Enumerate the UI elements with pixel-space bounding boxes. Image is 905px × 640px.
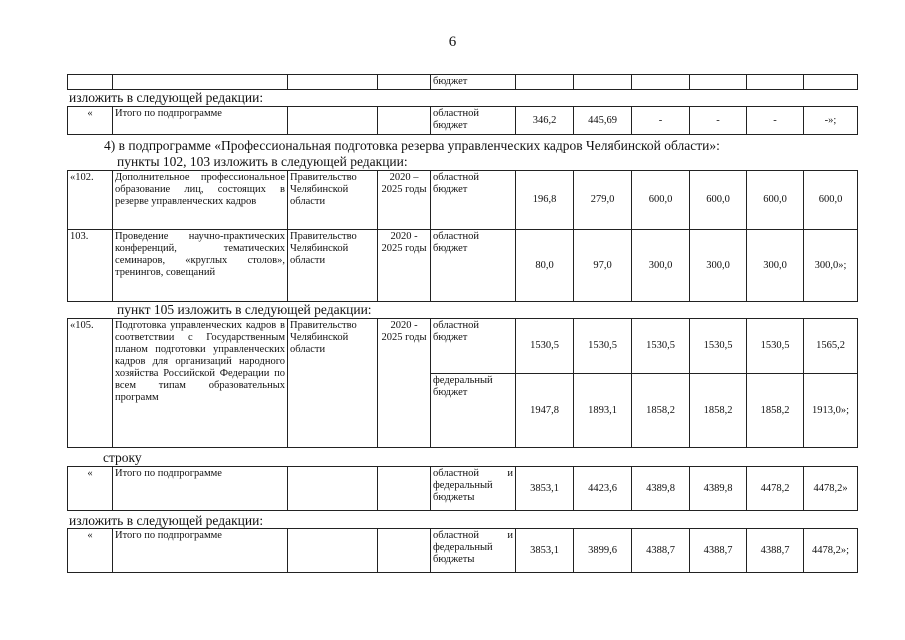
value-cell: 1858,2 xyxy=(690,374,747,448)
value-cell: 4388,7 xyxy=(747,529,804,573)
value-cell: 1530,5 xyxy=(516,319,574,374)
table-subtotal-new xyxy=(67,528,858,573)
cell xyxy=(690,75,747,90)
cell xyxy=(574,75,632,90)
row-title: Итого по подпрограмме xyxy=(113,107,288,135)
value-cell: -»; xyxy=(804,107,858,135)
row-marker: « xyxy=(68,467,113,511)
value-cell: 97,0 xyxy=(574,230,632,302)
value-cell: 3853,1 xyxy=(516,467,574,511)
text-line: пункты 102, 103 изложить в следующей редакции: xyxy=(117,154,408,169)
value-cell: 1858,2 xyxy=(632,374,690,448)
cell xyxy=(747,75,804,90)
table-row xyxy=(68,319,858,374)
value-cell: 4478,2» xyxy=(804,467,858,511)
table-row xyxy=(68,107,858,135)
cell xyxy=(113,75,288,90)
table-items-102-103 xyxy=(67,170,858,302)
value-cell: 1530,5 xyxy=(574,319,632,374)
value-cell: - xyxy=(747,107,804,135)
value-cell: 600,0 xyxy=(804,171,858,230)
value-cell: 300,0 xyxy=(690,230,747,302)
value-cell: 1530,5 xyxy=(690,319,747,374)
value-cell: 600,0 xyxy=(747,171,804,230)
table-row xyxy=(68,529,858,573)
value-cell: 600,0 xyxy=(690,171,747,230)
cell xyxy=(378,467,431,511)
value-cell: 4389,8 xyxy=(632,467,690,511)
value-cell: 346,2 xyxy=(516,107,574,135)
value-cell: 80,0 xyxy=(516,230,574,302)
value-cell: 3853,1 xyxy=(516,529,574,573)
table-subtotal-old xyxy=(67,106,858,135)
table-row xyxy=(68,75,858,90)
value-cell: 4478,2»; xyxy=(804,529,858,573)
period: 2020 – 2025 годы xyxy=(378,171,431,230)
budget-cell: бюджет xyxy=(431,75,516,90)
value-cell: 279,0 xyxy=(574,171,632,230)
value-cell: - xyxy=(690,107,747,135)
table-item-105 xyxy=(67,318,858,448)
value-cell: 3899,6 xyxy=(574,529,632,573)
executor: Правительство Челябинской области xyxy=(288,319,378,448)
value-cell: 4423,6 xyxy=(574,467,632,511)
value-cell: 300,0 xyxy=(747,230,804,302)
row-title: Итого по подпрограмме xyxy=(113,467,288,511)
value-cell: 196,8 xyxy=(516,171,574,230)
value-cell: 300,0»; xyxy=(804,230,858,302)
value-cell: 600,0 xyxy=(632,171,690,230)
value-cell: 300,0 xyxy=(632,230,690,302)
cell xyxy=(288,75,378,90)
value-cell: 1913,0»; xyxy=(804,374,858,448)
item-number: 103. xyxy=(68,230,113,302)
budget-cell: областной бюджет xyxy=(431,319,516,374)
cell xyxy=(632,75,690,90)
value-cell: 1565,2 xyxy=(804,319,858,374)
table-row xyxy=(68,230,858,302)
cell xyxy=(378,75,431,90)
budget-cell: областной бюджет xyxy=(431,230,516,302)
value-cell: - xyxy=(632,107,690,135)
row-marker: « xyxy=(68,529,113,573)
value-cell: 1893,1 xyxy=(574,374,632,448)
table-fragment-top xyxy=(67,74,858,90)
cell xyxy=(516,75,574,90)
item-name: Подготовка управленческих кадров в соответствии с Государственным планом подготовки управленческих кадров для организаций народного хозяйства Российской Федерации по всем типам образовательных программ xyxy=(113,319,288,448)
item-name: Проведение научно-практических конференций, тематических семинаров, «круглых столов», тренингов, совещаний xyxy=(113,230,288,302)
cell xyxy=(68,75,113,90)
budget-cell: областной и федеральный бюджеты xyxy=(431,529,516,573)
row-title: Итого по подпрограмме xyxy=(113,529,288,573)
cell xyxy=(378,529,431,573)
item-number: «105. xyxy=(68,319,113,448)
period: 2020 - 2025 годы xyxy=(378,230,431,302)
item-name: Дополнительное профессиональное образование лиц, состоящих в резерве управленческих кадров xyxy=(113,171,288,230)
text-line: изложить в следующей редакции: xyxy=(69,90,264,105)
value-cell: 4389,8 xyxy=(690,467,747,511)
value-cell: 1947,8 xyxy=(516,374,574,448)
item-number: «102. xyxy=(68,171,113,230)
value-cell: 1530,5 xyxy=(747,319,804,374)
cell xyxy=(378,107,431,135)
text-line: 4) в подпрограмме «Профессиональная подготовка резерва управленческих кадров Челябинской области»: xyxy=(104,138,720,153)
cell xyxy=(288,107,378,135)
table-row xyxy=(68,171,858,230)
text-line: изложить в следующей редакции: xyxy=(69,513,264,528)
value-cell: 1858,2 xyxy=(747,374,804,448)
budget-cell: областной бюджет xyxy=(431,107,516,135)
value-cell: 445,69 xyxy=(574,107,632,135)
cell xyxy=(288,529,378,573)
value-cell: 4388,7 xyxy=(632,529,690,573)
period: 2020 - 2025 годы xyxy=(378,319,431,448)
text-line: пункт 105 изложить в следующей редакции: xyxy=(117,302,372,317)
budget-cell: областной и федеральный бюджеты xyxy=(431,467,516,511)
budget-cell: областной бюджет xyxy=(431,171,516,230)
table-row xyxy=(68,467,858,511)
page-number: 6 xyxy=(448,34,457,50)
cell xyxy=(804,75,858,90)
table-subtotal-row xyxy=(67,466,858,511)
executor: Правительство Челябинской области xyxy=(288,171,378,230)
value-cell: 4478,2 xyxy=(747,467,804,511)
executor: Правительство Челябинской области xyxy=(288,230,378,302)
value-cell: 1530,5 xyxy=(632,319,690,374)
text-line: строку xyxy=(103,450,142,465)
value-cell: 4388,7 xyxy=(690,529,747,573)
row-marker: « xyxy=(68,107,113,135)
budget-cell: федеральный бюджет xyxy=(431,374,516,448)
cell xyxy=(288,467,378,511)
